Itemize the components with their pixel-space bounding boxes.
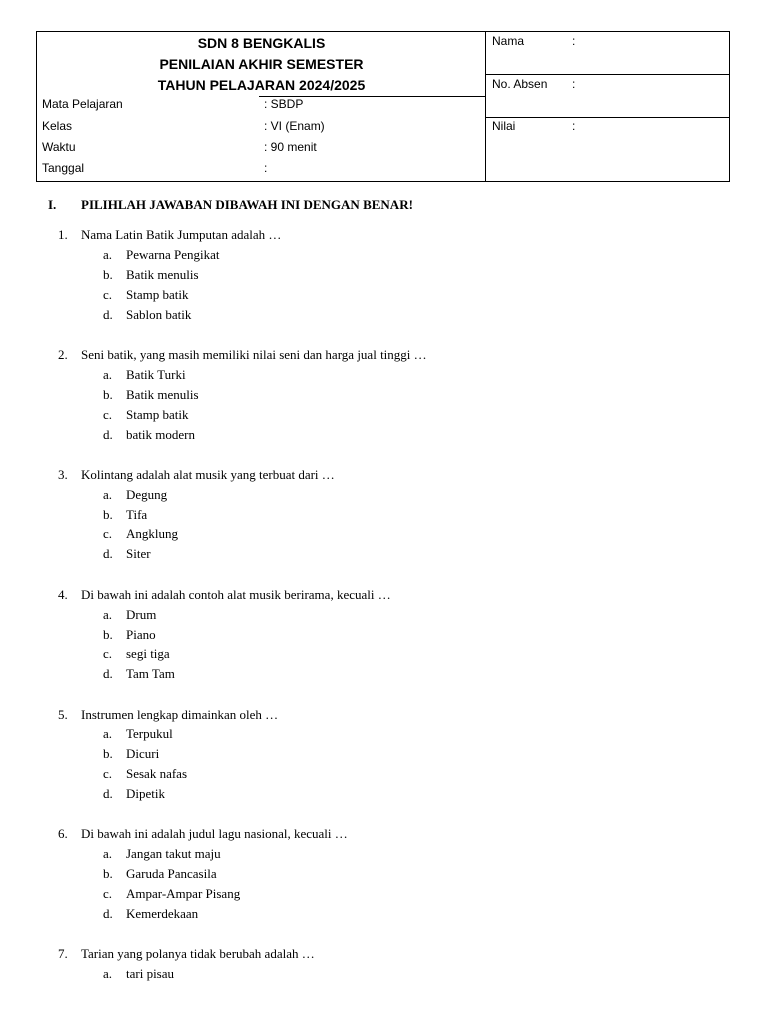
- option-text: Piano: [126, 627, 156, 642]
- option-letter: d.: [103, 906, 113, 921]
- option-letter: c.: [103, 407, 113, 422]
- info-value-class: : VI (Enam): [264, 119, 325, 133]
- question-number: 3.: [58, 467, 68, 482]
- option-text: batik modern: [126, 427, 195, 442]
- option-letter: a.: [103, 487, 113, 502]
- option-text: Batik menulis: [126, 267, 199, 282]
- option-text: Stamp batik: [126, 287, 189, 302]
- absen-colon: :: [572, 77, 576, 91]
- question-text: Di bawah ini adalah contoh alat musik berirama, kecuali …: [81, 587, 391, 602]
- info-label-time: Waktu: [42, 140, 76, 154]
- option-letter: d.: [103, 786, 113, 801]
- question-number: 4.: [58, 587, 68, 602]
- option-letter: a.: [103, 966, 113, 981]
- option-text: Sesak nafas: [126, 766, 188, 781]
- option-text: Dipetik: [126, 786, 165, 801]
- section-number: I.: [48, 197, 57, 212]
- question-text: Seni batik, yang masih memiliki nilai seni dan harga jual tinggi …: [81, 347, 427, 362]
- option-letter: a.: [103, 726, 113, 741]
- option-text: Terpukul: [126, 726, 173, 741]
- option-text: Angklung: [126, 526, 178, 541]
- exam-title: PENILAIAN AKHIR SEMESTER: [159, 56, 364, 72]
- option-letter: b.: [103, 267, 113, 282]
- question-text: Tarian yang polanya tidak berubah adalah …: [81, 946, 315, 961]
- option-letter: c.: [103, 287, 113, 302]
- question-number: 7.: [58, 946, 68, 961]
- score-colon: :: [572, 119, 576, 133]
- option-text: Ampar-Ampar Pisang: [126, 886, 241, 901]
- option-letter: a.: [103, 247, 113, 262]
- divider-line: [486, 117, 729, 118]
- option-text: Drum: [126, 607, 157, 622]
- divider-line: [486, 74, 729, 75]
- header-left-column: [37, 32, 486, 181]
- option-text: Stamp batik: [126, 407, 189, 422]
- absen-label: No. Absen: [492, 77, 548, 91]
- info-label-date: Tanggal: [42, 161, 85, 175]
- school-name: SDN 8 BENGKALIS: [197, 35, 326, 51]
- option-letter: b.: [103, 507, 113, 522]
- option-text: segi tiga: [126, 646, 170, 661]
- name-colon: :: [572, 34, 576, 48]
- option-text: Batik Turki: [126, 367, 186, 382]
- option-text: Batik menulis: [126, 387, 199, 402]
- question-number: 2.: [58, 347, 68, 362]
- option-letter: c.: [103, 646, 113, 661]
- option-letter: d.: [103, 666, 113, 681]
- question-text: Di bawah ini adalah judul lagu nasional, kecuali …: [81, 826, 348, 841]
- question-number: 1.: [58, 227, 68, 242]
- title-block: [37, 32, 486, 98]
- option-letter: a.: [103, 607, 113, 622]
- option-letter: b.: [103, 866, 113, 881]
- info-value-time: : 90 menit: [264, 140, 317, 154]
- option-text: tari pisau: [126, 966, 175, 981]
- option-text: Tifa: [126, 507, 148, 522]
- option-text: Garuda Pancasila: [126, 866, 217, 881]
- academic-year: TAHUN PELAJARAN 2024/2025: [157, 77, 366, 93]
- option-letter: b.: [103, 627, 113, 642]
- option-letter: b.: [103, 746, 113, 761]
- question-number: 6.: [58, 826, 68, 841]
- question-text: Kolintang adalah alat musik yang terbuat dari …: [81, 467, 335, 482]
- score-label: Nilai: [492, 119, 516, 133]
- option-letter: d.: [103, 427, 113, 442]
- option-letter: d.: [103, 307, 113, 322]
- option-text: Pewarna Pengikat: [126, 247, 220, 262]
- option-letter: a.: [103, 846, 113, 861]
- option-letter: b.: [103, 387, 113, 402]
- option-text: Sablon batik: [126, 307, 192, 322]
- option-letter: d.: [103, 546, 113, 561]
- info-value-subject: : SBDP: [264, 97, 304, 111]
- question-text: Instrumen lengkap dimainkan oleh …: [81, 707, 279, 722]
- question-text: Nama Latin Batik Jumputan adalah …: [81, 227, 282, 242]
- option-text: Jangan takut maju: [126, 846, 221, 861]
- option-letter: c.: [103, 766, 113, 781]
- option-text: Kemerdekaan: [126, 906, 199, 921]
- info-label-subject: Mata Pelajaran: [42, 97, 123, 111]
- name-label: Nama: [492, 34, 525, 48]
- option-letter: c.: [103, 526, 113, 541]
- info-value-date: :: [264, 161, 268, 175]
- section-title: PILIHLAH JAWABAN DIBAWAH INI DENGAN BENAR!: [81, 197, 413, 212]
- option-text: Tam Tam: [126, 666, 175, 681]
- option-text: Dicuri: [126, 746, 160, 761]
- info-label-class: Kelas: [42, 119, 73, 133]
- question-number: 5.: [58, 707, 68, 722]
- option-text: Degung: [126, 487, 168, 502]
- option-letter: c.: [103, 886, 113, 901]
- header-table: [36, 31, 730, 182]
- option-letter: a.: [103, 367, 113, 382]
- option-text: Siter: [126, 546, 151, 561]
